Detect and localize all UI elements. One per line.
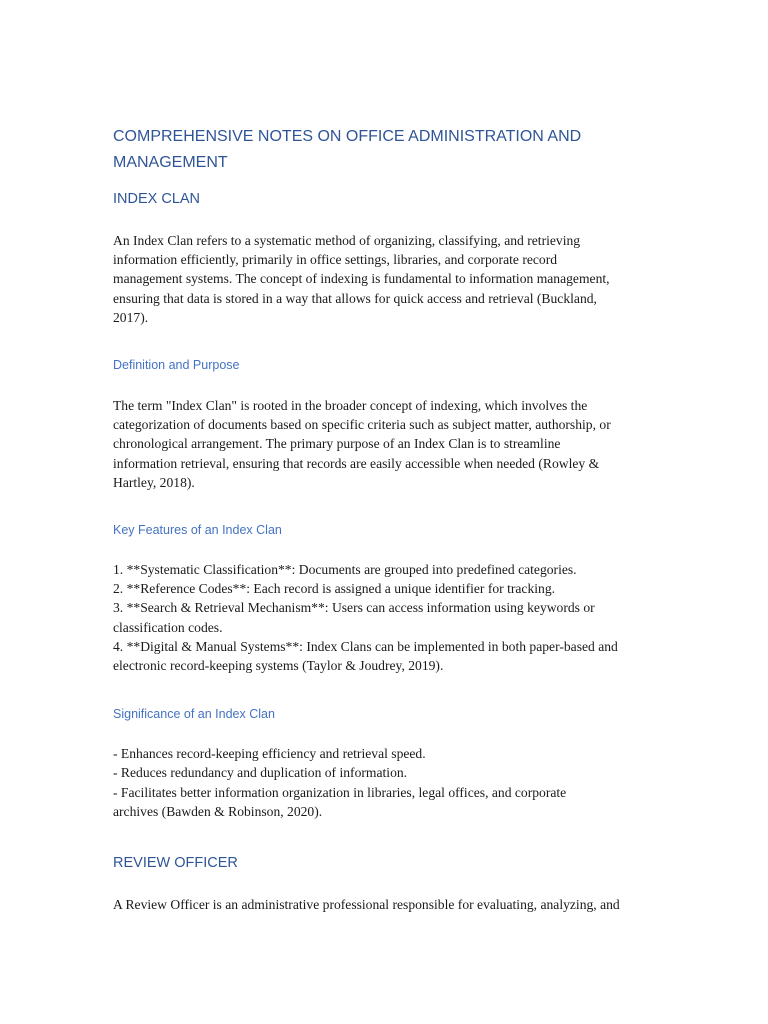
definition-body: [113, 396, 658, 492]
heading-definition-purpose: Definition and Purpose: [113, 358, 240, 373]
list-item: archives (Bawden & Robinson, 2020).: [113, 803, 323, 819]
text-line: information retrieval, ensuring that records are easily accessible when needed (Rowley &: [113, 455, 600, 471]
document-title: [113, 124, 658, 176]
title-line: MANAGEMENT: [113, 154, 228, 171]
text-line: ensuring that data is stored in a way that allows for quick access and retrieval (Buckland,: [113, 290, 597, 306]
list-item: 2. **Reference Codes**: Each record is assigned a unique identifier for tracking.: [113, 581, 556, 597]
list-item: - Reduces redundancy and duplication of information.: [113, 765, 408, 781]
heading-significance: Significance of an Index Clan: [113, 707, 275, 722]
index-clan-intro: [113, 231, 658, 327]
heading-key-features: Key Features of an Index Clan: [113, 523, 282, 538]
text-line: An Index Clan refers to a systematic method of organizing, classifying, and retrieving: [113, 233, 581, 248]
list-item: classification codes.: [113, 619, 223, 635]
list-item: - Enhances record-keeping efficiency and retrieval speed.: [113, 746, 426, 762]
text-line: The term "Index Clan" is rooted in the broader concept of indexing, which involves the: [113, 398, 588, 414]
key-features-list: [113, 560, 658, 675]
list-item: 1. **Systematic Classification**: Documents are grouped into predefined categories.: [113, 562, 577, 578]
text-line: Hartley, 2018).: [113, 474, 195, 490]
list-item: 3. **Search & Retrieval Mechanism**: Users can access information using keywords or: [113, 600, 595, 616]
title-line: COMPREHENSIVE NOTES ON OFFICE ADMINISTRATION AND: [113, 128, 582, 145]
text-line: chronological arrangement. The primary purpose of an Index Clan is to streamline: [113, 436, 561, 452]
heading-index-clan: INDEX CLAN: [113, 191, 201, 207]
text-line: information efficiently, primarily in office settings, libraries, and corporate record: [113, 252, 558, 268]
text-line: categorization of documents based on specific criteria such as subject matter, authorship, or: [113, 417, 611, 433]
significance-list: [113, 744, 658, 821]
text-line: 2017).: [113, 309, 149, 325]
list-item: electronic record-keeping systems (Taylor & Joudrey, 2019).: [113, 658, 444, 674]
list-item: - Facilitates better information organization in libraries, legal offices, and corporate: [113, 784, 567, 800]
text-line: management systems. The concept of indexing is fundamental to information management,: [113, 271, 610, 287]
text-line: A Review Officer is an administrative professional responsible for evaluating, analyzing, and: [113, 897, 620, 913]
list-item: 4. **Digital & Manual Systems**: Index Clans can be implemented in both paper-based and: [113, 638, 618, 654]
review-officer-intro: [113, 895, 658, 914]
heading-review-officer: REVIEW OFFICER: [113, 855, 238, 872]
